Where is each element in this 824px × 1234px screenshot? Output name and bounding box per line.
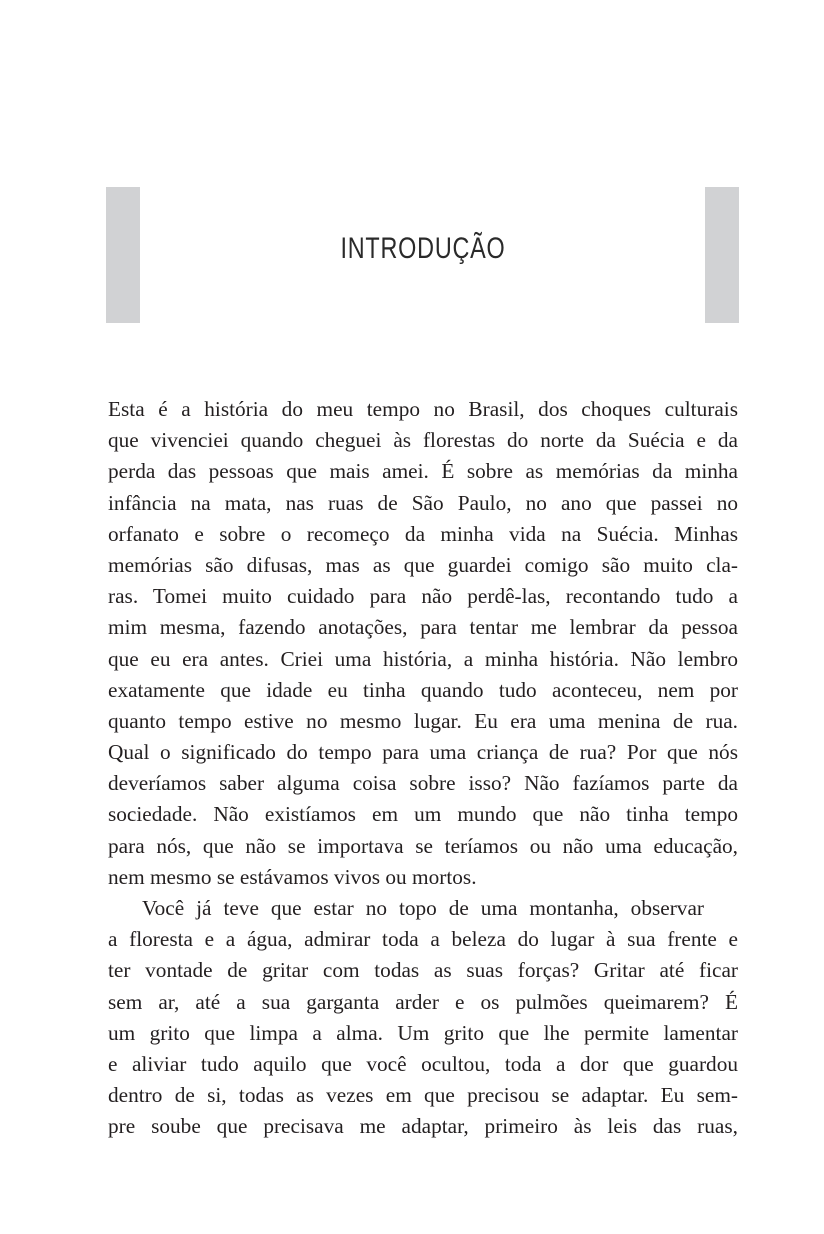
text-line: sem ar, até a sua garganta arder e os pulmões queimarem? É (108, 989, 738, 1014)
text-line: que eu era antes. Criei uma história, a minha história. Não lembro (108, 646, 738, 671)
text-line: perda das pessoas que mais amei. É sobre as memórias da minha (108, 459, 738, 484)
chapter-title: INTRODUÇÃO (340, 232, 506, 265)
text-line: quanto tempo estive no mesmo lugar. Eu era uma menina de rua. (108, 708, 738, 733)
text-line: deveríamos saber alguma coisa sobre isso? Não fazíamos parte da (108, 771, 738, 796)
text-line: a floresta e a água, admirar toda a beleza do lugar à sua frente e (108, 927, 738, 952)
text-line: ter vontade de gritar com todas as suas forças? Gritar até ficar (108, 958, 738, 983)
text-line: um grito que limpa a alma. Um grito que lhe permite lamentar (108, 1020, 738, 1045)
text-line: que vivenciei quando cheguei às florestas do norte da Suécia e da (108, 428, 738, 453)
text-line: orfanato e sobre o recomeço da minha vida na Suécia. Minhas (108, 521, 738, 546)
text-line: pre soube que precisava me adaptar, primeiro às leis das ruas, (108, 1114, 738, 1139)
text-line: dentro de si, todas as vezes em que precisou se adaptar. Eu sem- (108, 1083, 738, 1108)
text-line: e aliviar tudo aquilo que você ocultou, toda a dor que guardou (108, 1051, 738, 1076)
text-line: memórias são difusas, mas as que guardei comigo são muito cla- (108, 552, 738, 577)
text-line: Você já teve que estar no topo de uma montanha, observar (142, 896, 704, 920)
text-line: ras. Tomei muito cuidado para não perdê-las, recontando tudo a (108, 584, 738, 609)
text-line: nem mesmo se estávamos vivos ou mortos. (108, 864, 477, 889)
chapter-decorative-bar-left (106, 187, 140, 323)
paragraph (108, 394, 738, 893)
text-line: sociedade. Não existíamos em um mundo que não tinha tempo (108, 802, 738, 827)
body-text (108, 394, 738, 1143)
text-line: Esta é a história do meu tempo no Brasil, dos choques culturais (108, 397, 738, 421)
text-line: para nós, que não se importava se teríamos ou não uma educação, (108, 833, 738, 858)
text-line: infância na mata, nas ruas de São Paulo, no ano que passei no (108, 490, 738, 515)
text-line: mim mesma, fazendo anotações, para tentar me lembrar da pessoa (108, 615, 738, 640)
paragraph (108, 893, 738, 1143)
text-line: Qual o significado do tempo para uma criança de rua? Por que nós (108, 740, 738, 765)
text-line: exatamente que idade eu tinha quando tudo aconteceu, nem por (108, 677, 738, 702)
chapter-decorative-bar-right (705, 187, 739, 323)
